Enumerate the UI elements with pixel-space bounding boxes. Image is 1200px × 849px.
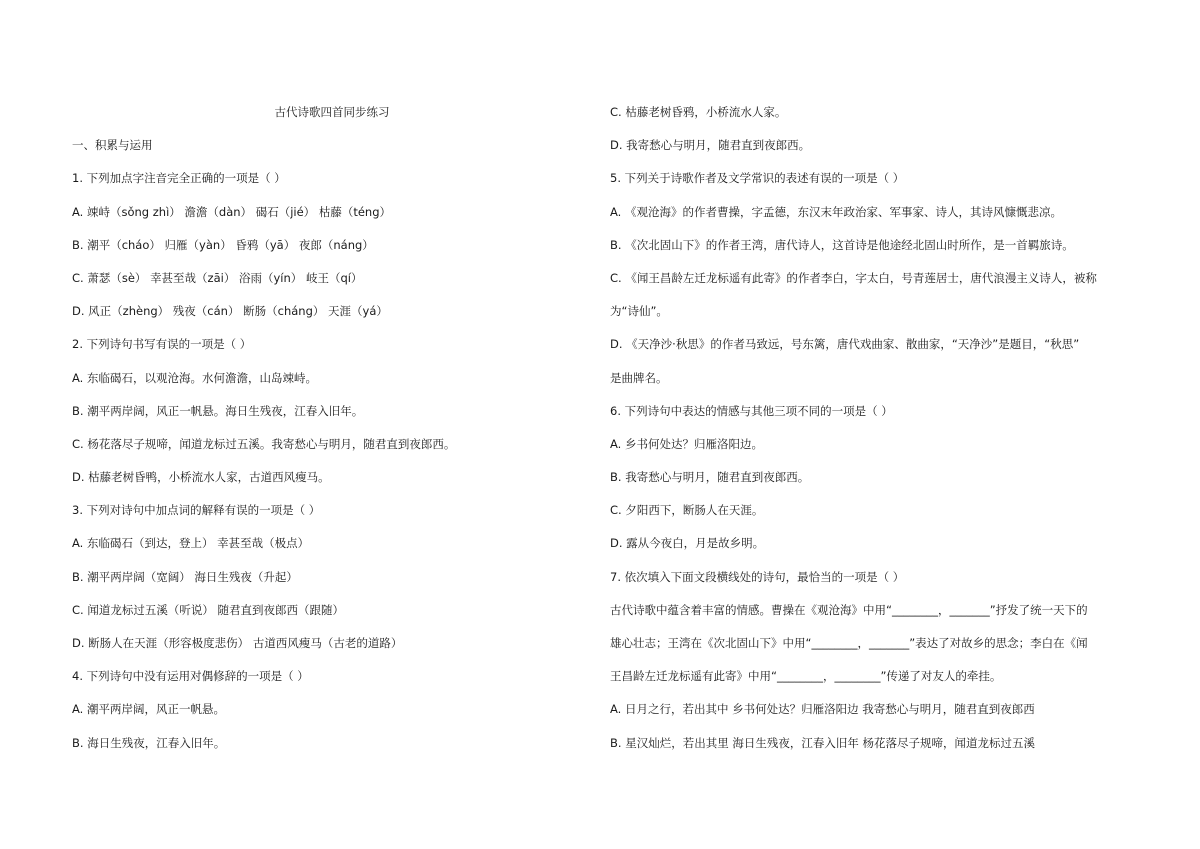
- option-5c: C. 《闻王昌龄左迁龙标遥有此寄》的作者李白，字太白，号青莲居士，唐代浪漫主义诗人，被称: [610, 270, 1097, 285]
- left-column: [72, 104, 592, 768]
- question-4: 4. 下列诗句中没有运用对偶修辞的一项是（ ）: [72, 669, 309, 684]
- document-title: 古代诗歌四首同步练习: [274, 105, 390, 119]
- section-heading: 一、积累与运用: [72, 138, 153, 153]
- option-5d: D. 《天净沙·秋思》的作者马致远，号东篱，唐代戏曲家、散曲家，“天净沙”是题目，“秋思”: [610, 337, 1080, 352]
- option-5a: A. 《观沧海》的作者曹操，字孟德，东汉末年政治家、军事家、诗人，其诗风慷慨悲凉。: [610, 204, 1062, 219]
- question-6: 6. 下列诗句中表达的情感与其他三项不同的一项是（ ）: [610, 403, 893, 418]
- passage-line-3: 王昌龄左迁龙标遥有此寄》中用“________，________”传递了对友人的牵挂。: [610, 669, 1002, 684]
- option-2b: B. 潮平两岸阔，风正一帆悬。海日生残夜，江春入旧年。: [72, 403, 364, 418]
- question-7: 7. 依次填入下面文段横线处的诗句，最恰当的一项是（ ）: [610, 569, 905, 584]
- question-5: 5. 下列关于诗歌作者及文学常识的表述有误的一项是（ ）: [610, 171, 905, 186]
- option-1d: D. 风正（zhèng） 残夜（cán） 断肠（cháng） 天涯（yá）: [72, 304, 388, 319]
- option-4d: D. 我寄愁心与明月，随君直到夜郎西。: [610, 138, 811, 153]
- option-1b: B. 潮平（cháo） 归雁（yàn） 昏鸦（yā） 夜郎（náng）: [72, 237, 374, 252]
- option-6b: B. 我寄愁心与明月，随君直到夜郎西。: [610, 470, 810, 485]
- option-2a: A. 东临碣石，以观沧海。水何澹澹，山岛竦峙。: [72, 370, 317, 385]
- option-4c: C. 枯藤老树昏鸦，小桥流水人家。: [610, 105, 787, 119]
- passage-line-2: 雄心壮志；王湾在《次北固山下》中用“________，_______”表达了对故乡的思念；李白在《闻: [610, 636, 1088, 650]
- option-1c: C. 萧瑟（sè） 幸甚至哉（zāi） 浴雨（yín） 岐王（qí）: [72, 270, 363, 285]
- option-5d-continued: 是曲牌名。: [610, 370, 668, 385]
- option-3a: A. 东临碣石（到达，登上） 幸甚至哉（极点）: [72, 536, 310, 551]
- option-7a: A. 日月之行，若出其中 乡书何处达？归雁洛阳边 我寄愁心与明月，随君直到夜郎西: [610, 702, 1035, 717]
- option-4a: A. 潮平两岸阔，风正一帆悬。: [72, 702, 225, 717]
- option-2c: C. 杨花落尽子规啼，闻道龙标过五溪。我寄愁心与明月，随君直到夜郎西。: [72, 436, 456, 451]
- question-3: 3. 下列对诗句中加点词的解释有误的一项是（ ）: [72, 503, 321, 518]
- option-7b: B. 星汉灿烂，若出其里 海日生残夜，江春入旧年 杨花落尽子规啼，闻道龙标过五溪: [610, 735, 1036, 750]
- option-6d: D. 露从今夜白，月是故乡明。: [610, 536, 765, 551]
- option-3b: B. 潮平两岸阔（宽阔） 海日生残夜（升起）: [72, 569, 298, 584]
- option-2d: D. 枯藤老树昏鸭，小桥流水人家，古道西风瘦马。: [72, 470, 330, 485]
- option-3d: D. 断肠人在天涯（形容极度悲伤） 古道西风瘦马（古老的道路）: [72, 636, 403, 650]
- option-3c: C. 闻道龙标过五溪（听说） 随君直到夜郎西（跟随）: [72, 602, 344, 617]
- option-6c: C. 夕阳西下，断肠人在天涯。: [610, 503, 764, 518]
- option-4b: B. 海日生残夜，江春入旧年。: [72, 735, 226, 750]
- passage-line-1: 古代诗歌中蕴含着丰富的情感。曹操在《观沧海》中用“________，_______”抒发了统一天下的: [610, 602, 1088, 617]
- option-6a: A. 乡书何处达？归雁洛阳边。: [610, 436, 763, 451]
- option-5b: B. 《次北固山下》的作者王湾，唐代诗人，这首诗是他途经北固山时所作，是一首羁旅诗。: [610, 237, 1074, 252]
- question-2: 2. 下列诗句书写有误的一项是（ ）: [72, 337, 252, 352]
- option-5c-continued: 为“诗仙”。: [610, 304, 668, 319]
- option-1a: A. 竦峙（sǒng zhì） 澹澹（dàn） 碣石（jié） 枯藤（téng）: [72, 204, 392, 219]
- right-column: [610, 104, 1130, 768]
- question-1: 1. 下列加点字注音完全正确的一项是（ ）: [72, 171, 286, 186]
